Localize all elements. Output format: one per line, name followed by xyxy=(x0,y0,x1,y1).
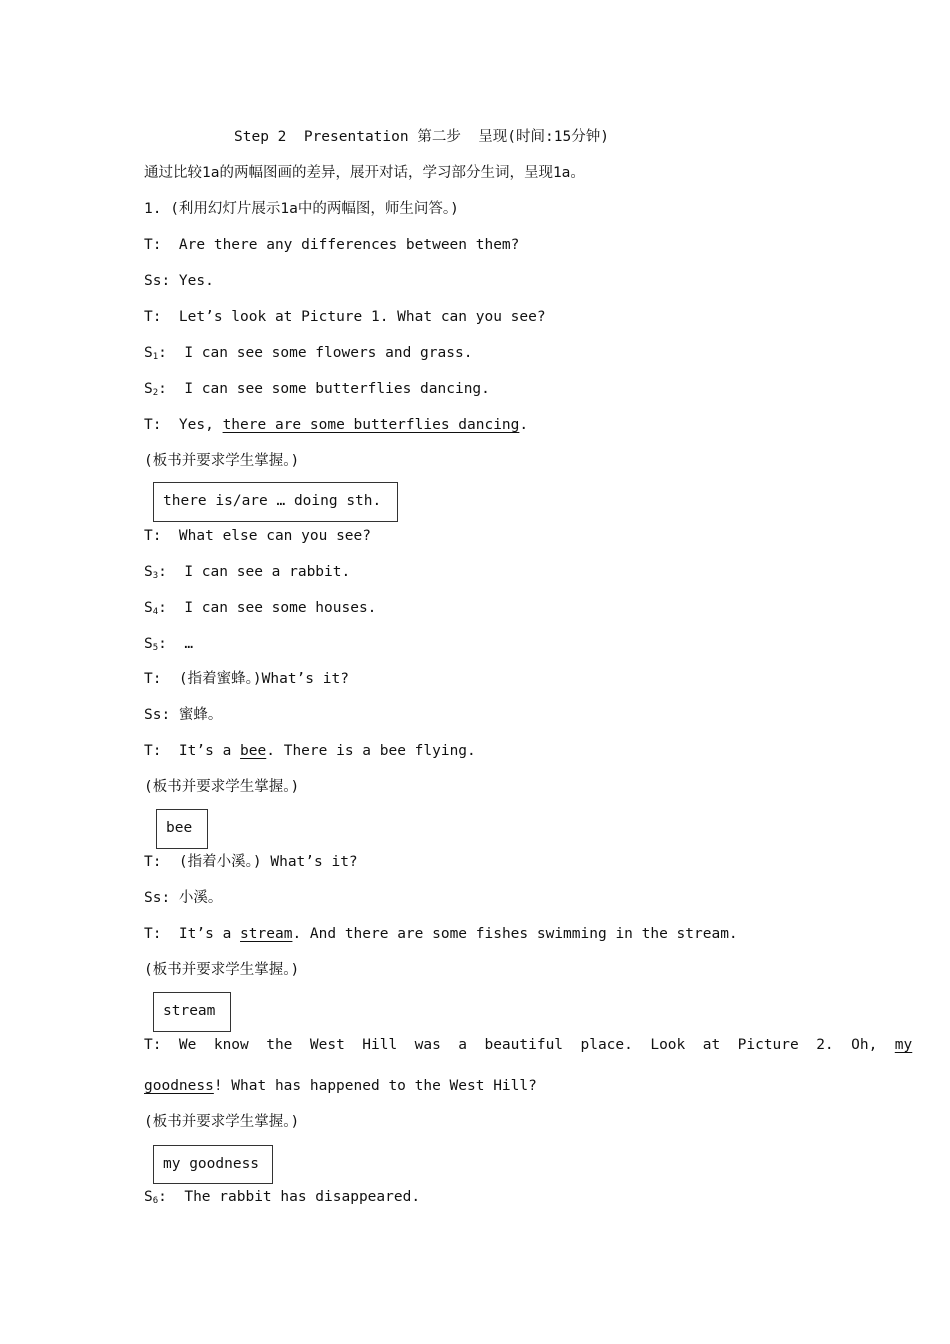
item-1: 1. (利用幻灯片展示1a中的两幅图，师生问答。) xyxy=(144,201,459,217)
board-note-2: (板书并要求学生掌握。) xyxy=(144,779,300,795)
line-2: Ss: Yes. xyxy=(144,273,214,289)
step-heading: Step 2 Presentation 第二步 呈现(时间:15分钟) xyxy=(234,129,609,145)
line-9: $S_4$: I can see some houses. xyxy=(144,600,377,617)
board-note-1: (板书并要求学生掌握。) xyxy=(144,453,300,469)
intro-text: 通过比较1a的两幅图画的差异，展开对话，学习部分生词，呈现1a。 xyxy=(144,165,585,181)
line-5: $S_2$: I can see some butterflies dancing. xyxy=(144,381,490,398)
line-11: T: (指着蜜蜂。)What’s it? xyxy=(144,671,349,687)
line-17: T: We know the West Hill was a beautiful place. Look at Picture 2. Oh, my xyxy=(144,1037,913,1053)
line-16: T: It’s a stream. And there are some fishes swimming in the stream. xyxy=(144,926,738,942)
board-note-4: (板书并要求学生掌握。) xyxy=(144,1114,300,1130)
line-18: goodness! What has happened to the West Hill? xyxy=(144,1078,537,1094)
line-3: T: Let’s look at Picture 1. What can you see? xyxy=(144,309,546,325)
board-box-3: stream xyxy=(153,992,231,1032)
line-19: $S_6$: The rabbit has disappeared. xyxy=(144,1189,421,1206)
board-box-4: my goodness xyxy=(153,1145,273,1184)
line-6: T: Yes, there are some butterflies dancing. xyxy=(144,417,529,433)
line-12: Ss: 蜜蜂。 xyxy=(144,707,223,723)
line-7: T: What else can you see? xyxy=(144,528,371,544)
line-14: T: (指着小溪。) What’s it? xyxy=(144,854,358,870)
board-note-3: (板书并要求学生掌握。) xyxy=(144,962,300,978)
line-15: Ss: 小溪。 xyxy=(144,890,223,906)
line-8: $S_3$: I can see a rabbit. xyxy=(144,564,351,581)
board-box-2: bee xyxy=(156,809,208,849)
line-1: T: Are there any differences between them? xyxy=(144,237,520,253)
line-13: T: It’s a bee. There is a bee flying. xyxy=(144,743,476,759)
line-4: $S_1$: I can see some flowers and grass. xyxy=(144,345,473,362)
board-box-1: there is/are … doing sth. xyxy=(153,482,398,522)
line-10: $S_5$: … xyxy=(144,636,194,653)
